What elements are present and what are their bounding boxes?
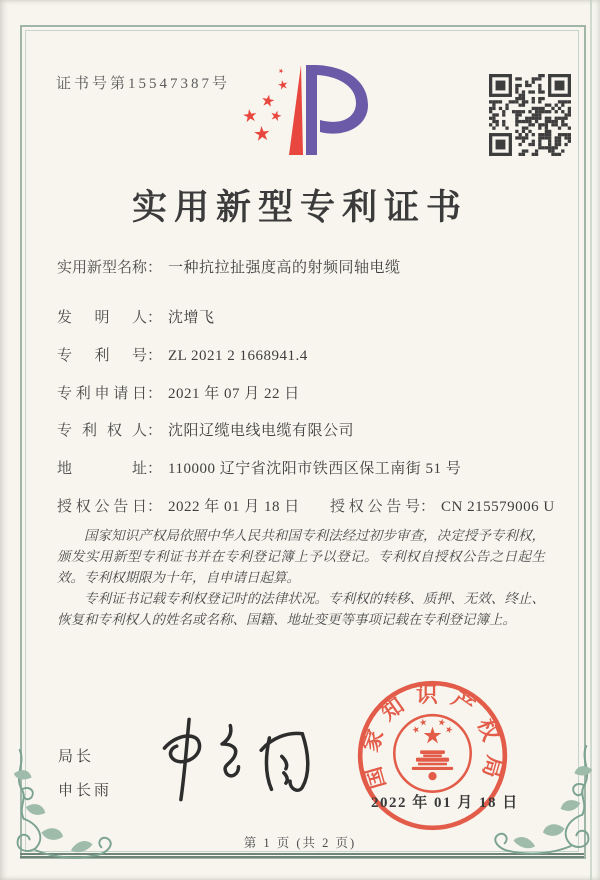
field-row-grant: 授权公告日： 2022 年 01 月 18 日 授权公告号： CN 215579006 U: [57, 495, 300, 516]
field-row-patent-no: 专利号： ZL 2021 2 1668941.4: [57, 344, 308, 365]
field-value: 沈阳辽缆电线电缆有限公司: [168, 423, 355, 439]
field-value: 2021 年 07 月 22 日: [168, 386, 300, 402]
field-label: 专利权人: [57, 423, 147, 439]
field-grant-no: 授权公告号： CN 215579006 U: [330, 495, 555, 516]
commissioner-name: 申长雨: [58, 783, 113, 799]
field-value: CN 215579006 U: [441, 499, 555, 515]
signature-handwriting-icon: [150, 712, 325, 807]
certificate-number: 证书号第15547387号: [56, 76, 231, 92]
field-row-filing-date: 专利申请日： 2021 年 07 月 22 日: [57, 382, 300, 403]
field-value: 2022 年 01 月 18 日: [168, 499, 300, 515]
seal-date: 2022 年 01 月 18 日: [371, 795, 519, 811]
field-label: 授权公告日: [57, 499, 147, 515]
field-row-name: 实用新型名称： 一种抗拉扯强度高的射频同轴电缆: [57, 256, 401, 277]
field-label: 专利申请日: [57, 386, 147, 402]
certificate-title: 实用新型专利证书: [131, 188, 468, 227]
field-row-patentee: 专利权人： 沈阳辽缆电线电缆有限公司: [57, 419, 354, 440]
field-value: 沈增飞: [168, 310, 215, 326]
page-number: 第 1 页 (共 2 页): [243, 836, 357, 850]
field-label: 专利号: [57, 348, 147, 364]
field-row-address: 地址： 110000 辽宁省沈阳市铁西区保工南街 51 号: [57, 457, 461, 478]
cnipa-logo-icon: [230, 58, 380, 166]
field-label: 地址: [57, 461, 147, 477]
legal-text: [57, 525, 545, 630]
legal-paragraph-2: 专利证书记载专利权登记时的法律状况。专利权的转移、质押、无效、终止、恢复和专利权人的姓名或名称、国籍、地址变更等事项记载在专利登记簿上。: [57, 591, 545, 627]
qr-code: [489, 74, 571, 156]
field-label: 发明人: [57, 310, 147, 326]
national-emblem-icon: [394, 715, 470, 791]
field-value: 一种抗拉扯强度高的射频同轴电缆: [168, 260, 401, 276]
field-label: 实用新型名称: [57, 260, 148, 276]
field-row-inventor: 发明人： 沈增飞: [57, 306, 215, 327]
seal-ring-text: 国家知识产权局: [358, 682, 507, 792]
field-value: ZL 2021 2 1668941.4: [168, 348, 308, 364]
field-value: 110000 辽宁省沈阳市铁西区保工南街 51 号: [168, 461, 462, 477]
legal-paragraph-1: 国家知识产权局依照中华人民共和国专利法经过初步审查，决定授予专利权，颁发实用新型专利证书并在专利登记簿上予以登记。专利权自授权公告之日起生效。专利权期限为十年，自申请日起算。: [57, 528, 545, 585]
field-label: 授权公告号: [330, 499, 420, 515]
commissioner-title: 局长: [58, 749, 95, 765]
